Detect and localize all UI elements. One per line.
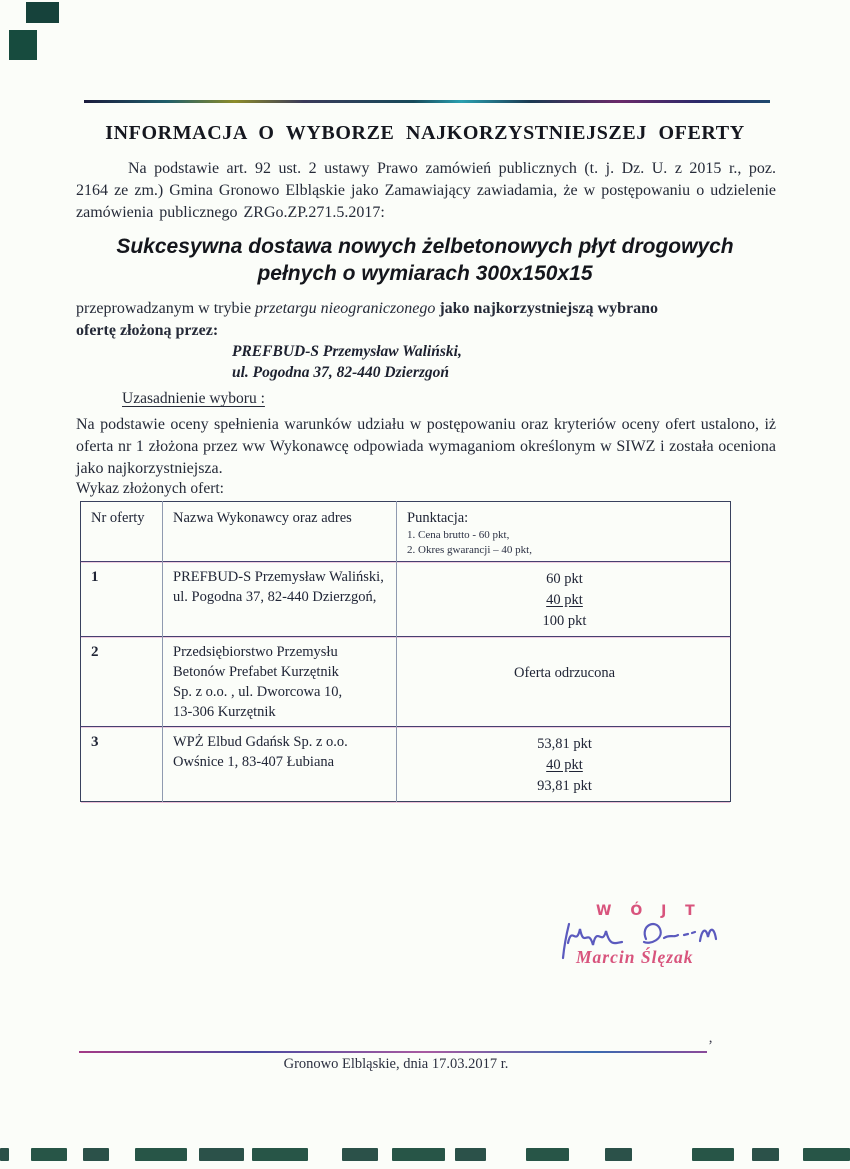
header-nr: Nr oferty (91, 510, 145, 526)
footer-end-mark: ’ (708, 1038, 713, 1054)
page-title: INFORMACJA O WYBORZE NAJKORZYSTNIEJSZEJ OFERTY (105, 122, 745, 144)
subject-heading (0, 233, 850, 287)
offer-2-nr: 2 (81, 637, 163, 727)
offer-2-name-line-2: Betonów Prefabet Kurzętnik (173, 664, 339, 680)
scan-artifact-bottom-band (0, 1146, 850, 1162)
offer-3-name-line-2: Owśnice 1, 83-407 Łubiana (173, 754, 335, 770)
intro-paragraph: Na podstawie art. 92 ust. 2 ustawy Prawo zamówień publicznych (t. j. Dz. U. z 2015 r., poz. 2164 ze zm.) Gmina Gronowo Elbląskie jako Zamawiający zawiadamia, że w postępowaniu o udzielenie zamówienia publicznego ZRGo.ZP.271.5.2017: (76, 160, 776, 221)
mayor-stamp-title: W Ó J T (596, 903, 702, 919)
offer-1-name-line-1: PREFBUD-S Przemysław Waliński, (173, 569, 384, 585)
footer-place-date: Gronowo Elbląskie, dnia 17.03.2017 r. (283, 1056, 509, 1072)
subject-heading-line-1: Sukcesywna dostawa nowych żelbetonowych płyt drogowych (116, 235, 734, 258)
offer-1-name (163, 562, 397, 637)
offer-3-points-total: 93,81 pkt (537, 778, 592, 794)
offers-table (80, 501, 731, 802)
procedure-bold-tail: jako najkorzystniejszą wybrano (435, 300, 658, 317)
offer-1-nr: 1 (81, 562, 163, 637)
procedure-mode-italic: przetargu nieograniczonego (255, 300, 436, 317)
table-row-offer-3 (81, 727, 731, 802)
offer-1-name-line-2: ul. Pogodna 37, 82-440 Dzierzgoń, (173, 589, 377, 605)
header-scoring (397, 502, 731, 562)
winner-address: ul. Pogodna 37, 82-440 Dzierzgoń (232, 364, 450, 381)
offer-2-name-line-1: Przedsiębiorstwo Przemysłu (173, 644, 338, 660)
procedure-prefix: przeprowadzanym w trybie (76, 300, 256, 317)
justification-heading: Uzasadnienie wyboru : (122, 390, 265, 407)
offer-2-name-line-3: Sp. z o.o. , ul. Dworcowa 10, (173, 684, 343, 700)
scoring-title: Punktacja: (407, 510, 469, 526)
offer-3-name-line-1: WPŻ Elbud Gdańsk Sp. z o.o. (173, 734, 348, 750)
offer-2-name (163, 637, 397, 727)
offer-1-points-total: 100 pkt (542, 613, 587, 629)
header-rule (84, 100, 770, 103)
offer-2-status: Oferta odrzucona (397, 637, 731, 727)
offer-3-nr: 3 (81, 727, 163, 802)
offer-1-points-warranty: 40 pkt (546, 592, 583, 608)
offer-3-name (163, 727, 397, 802)
scoring-rule-2: 2. Okres gwarancji – 40 pkt, (407, 543, 532, 556)
offer-1-points-price: 60 pkt (546, 571, 583, 587)
justification-paragraph: Na podstawie oceny spełnienia warunków udziału w postępowaniu oraz kryteriów oceny ofert ustalono, iż oferta nr 1 złożona przez ww Wykonawcę odpowiada wymaganiom określonym w SIWZ i została oceniona jako najkorzystniejsza. (76, 416, 776, 477)
offer-3-points-price: 53,81 pkt (537, 736, 592, 752)
table-row-offer-2 (81, 637, 731, 727)
offers-table-caption: Wykaz złożonych ofert: (76, 480, 224, 497)
procedure-paragraph (76, 298, 776, 342)
procedure-bold-line2: ofertę złożoną przez: (76, 322, 219, 339)
scoring-rule-1: 1. Cena brutto - 60 pkt, (407, 529, 510, 541)
header-name: Nazwa Wykonawcy oraz adres (163, 502, 397, 562)
scan-artifact-square-top (26, 2, 59, 23)
subject-heading-line-2: pełnych o wymiarach 300x150x15 (257, 262, 593, 285)
scan-artifact-square-left (9, 30, 37, 60)
footer-rule (79, 1051, 707, 1053)
winner-block (232, 341, 462, 383)
offer-3-points-warranty: 40 pkt (546, 757, 583, 773)
offer-1-points (397, 562, 731, 637)
offers-table-header-row (81, 502, 731, 562)
offer-2-name-line-4: 13-306 Kurzętnik (173, 704, 276, 720)
offer-3-points (397, 727, 731, 802)
table-row-offer-1 (81, 562, 731, 637)
winner-name: PREFBUD-S Przemysław Waliński, (232, 343, 462, 360)
mayor-stamp-name: Marcin Ślęzak (576, 947, 694, 967)
